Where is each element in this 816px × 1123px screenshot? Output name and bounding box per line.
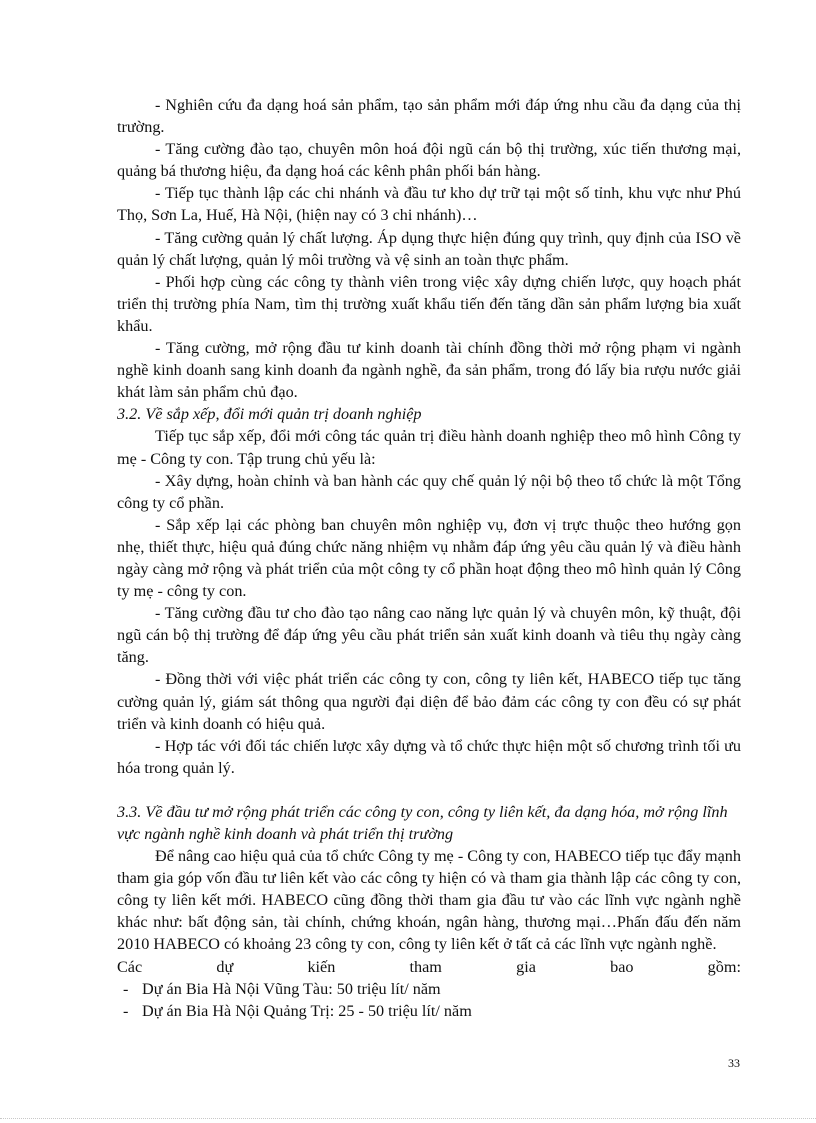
section-heading-3-3: 3.3. Về đầu tư mở rộng phát triển các công ty con, công ty liên kết, đa dạng hóa, mở rộng lĩnh vực ngành nghề kinh doanh và phát triển thị trường (117, 802, 728, 843)
project-text: Dự án Bia Hà Nội Quảng Trị: 25 - 50 triệu lít/ năm (142, 1001, 472, 1020)
paragraph: - Tăng cường đào tạo, chuyên môn hoá đội ngũ cán bộ thị trường, xúc tiến thương mại, quảng bá thương hiệu, đa dạng hoá các kênh phân phối bán hàng. (117, 140, 741, 181)
bullet-dash: - (123, 979, 129, 998)
project-text: Dự án Bia Hà Nội Vũng Tàu: 50 triệu lít/ năm (142, 979, 441, 998)
spread-word: gồm: (707, 957, 741, 976)
paragraph: - Hợp tác với đối tác chiến lược xây dựng và tổ chức thực hiện một số chương trình tối ưu hóa trong quản lý. (117, 736, 741, 777)
bullet-dash: - (123, 1001, 129, 1020)
paragraph: - Nghiên cứu đa dạng hoá sản phẩm, tạo sản phẩm mới đáp ứng nhu cầu đa dạng của thị trường. (117, 96, 741, 137)
page-bottom-border (0, 1118, 816, 1119)
paragraph: - Phối hợp cùng các công ty thành viên trong việc xây dựng chiến lược, quy hoạch phát triển thị trường phía Nam, tìm thị trường xuất khẩu tiến đến tăng dần sản phẩm lượng bia xuất khẩu. (117, 272, 741, 335)
spread-word: bao (610, 957, 634, 976)
project-item (117, 1000, 741, 1022)
page-content (117, 94, 741, 1022)
paragraph: - Tiếp tục thành lập các chi nhánh và đầu tư kho dự trữ tại một số tỉnh, khu vực như Phú Thọ, Sơn La, Huế, Hà Nội, (hiện nay có 3 chi nhánh)… (117, 184, 741, 225)
paragraph: - Đồng thời với việc phát triển các công ty con, công ty liên kết, HABECO tiếp tục tăng cường quản lý, giám sát thông qua người đại diện để bảo đảm các công ty con đều có sự phát triển và kinh doanh có hiệu quả. (117, 670, 741, 733)
paragraph: - Sắp xếp lại các phòng ban chuyên môn nghiệp vụ, đơn vị trực thuộc theo hướng gọn nhẹ, thiết thực, hiệu quả đúng chức năng nhiệm vụ nhằm đáp ứng yêu cầu quản lý và điều hành ngày càng mở rộng và phát triển của một công ty cổ phần hoạt động theo mô hình quản lý Công ty mẹ - công ty con. (117, 515, 741, 601)
spread-word: gia (516, 957, 536, 976)
paragraph: - Tăng cường quản lý chất lượng. Áp dụng thực hiện đúng quy trình, quy định của ISO về quản lý chất lượng, quản lý môi trường và vệ sinh an toàn thực phẩm. (117, 228, 741, 269)
section-heading-3-2: 3.2. Về sắp xếp, đổi mới quản trị doanh nghiệp (117, 405, 422, 424)
spread-line (117, 956, 741, 978)
paragraph: Để nâng cao hiệu quả của tổ chức Công ty mẹ - Công ty con, HABECO tiếp tục đẩy mạnh tham gia góp vốn đầu tư liên kết vào các công ty hiện có và tham gia thành lập các công ty con, công ty liên kết mới. HABECO cũng đồng thời tham gia đầu tư vào các lĩnh vực ngành nghề khác như: bất động sản, tài chính, chứng khoán, ngân hàng, thương mại…Phấn đấu đến năm 2010 HABECO có khoảng 23 công ty con, công ty liên kết ở tất cả các lĩnh vực ngành nghề. (117, 847, 741, 954)
spread-word: Các (117, 957, 143, 976)
paragraph: - Xây dựng, hoàn chỉnh và ban hành các quy chế quản lý nội bộ theo tổ chức là một Tổng công ty cổ phần. (117, 471, 741, 512)
spread-word: kiến (307, 957, 336, 976)
spread-word: tham (409, 957, 442, 976)
paragraph: - Tăng cường, mở rộng đầu tư kinh doanh tài chính đồng thời mở rộng phạm vi ngành nghề kinh doanh sang kinh doanh đa ngành nghề, đa sản phẩm, trong đó lấy bia rượu nước giải khát làm sản phẩm chủ đạo. (117, 339, 741, 402)
page-number: 33 (728, 1056, 740, 1070)
paragraph: - Tăng cường đầu tư cho đào tạo nâng cao năng lực quản lý và chuyên môn, kỹ thuật, đội ngũ cán bộ thị trường để đáp ứng yêu cầu phát triển sản xuất kinh doanh và tiêu thụ ngày càng tăng. (117, 604, 741, 667)
spread-word: dự (216, 957, 234, 976)
project-item (117, 978, 741, 1000)
paragraph: Tiếp tục sắp xếp, đổi mới công tác quản trị điều hành doanh nghiệp theo mô hình Công ty mẹ - Công ty con. Tập trung chủ yếu là: (117, 427, 741, 468)
